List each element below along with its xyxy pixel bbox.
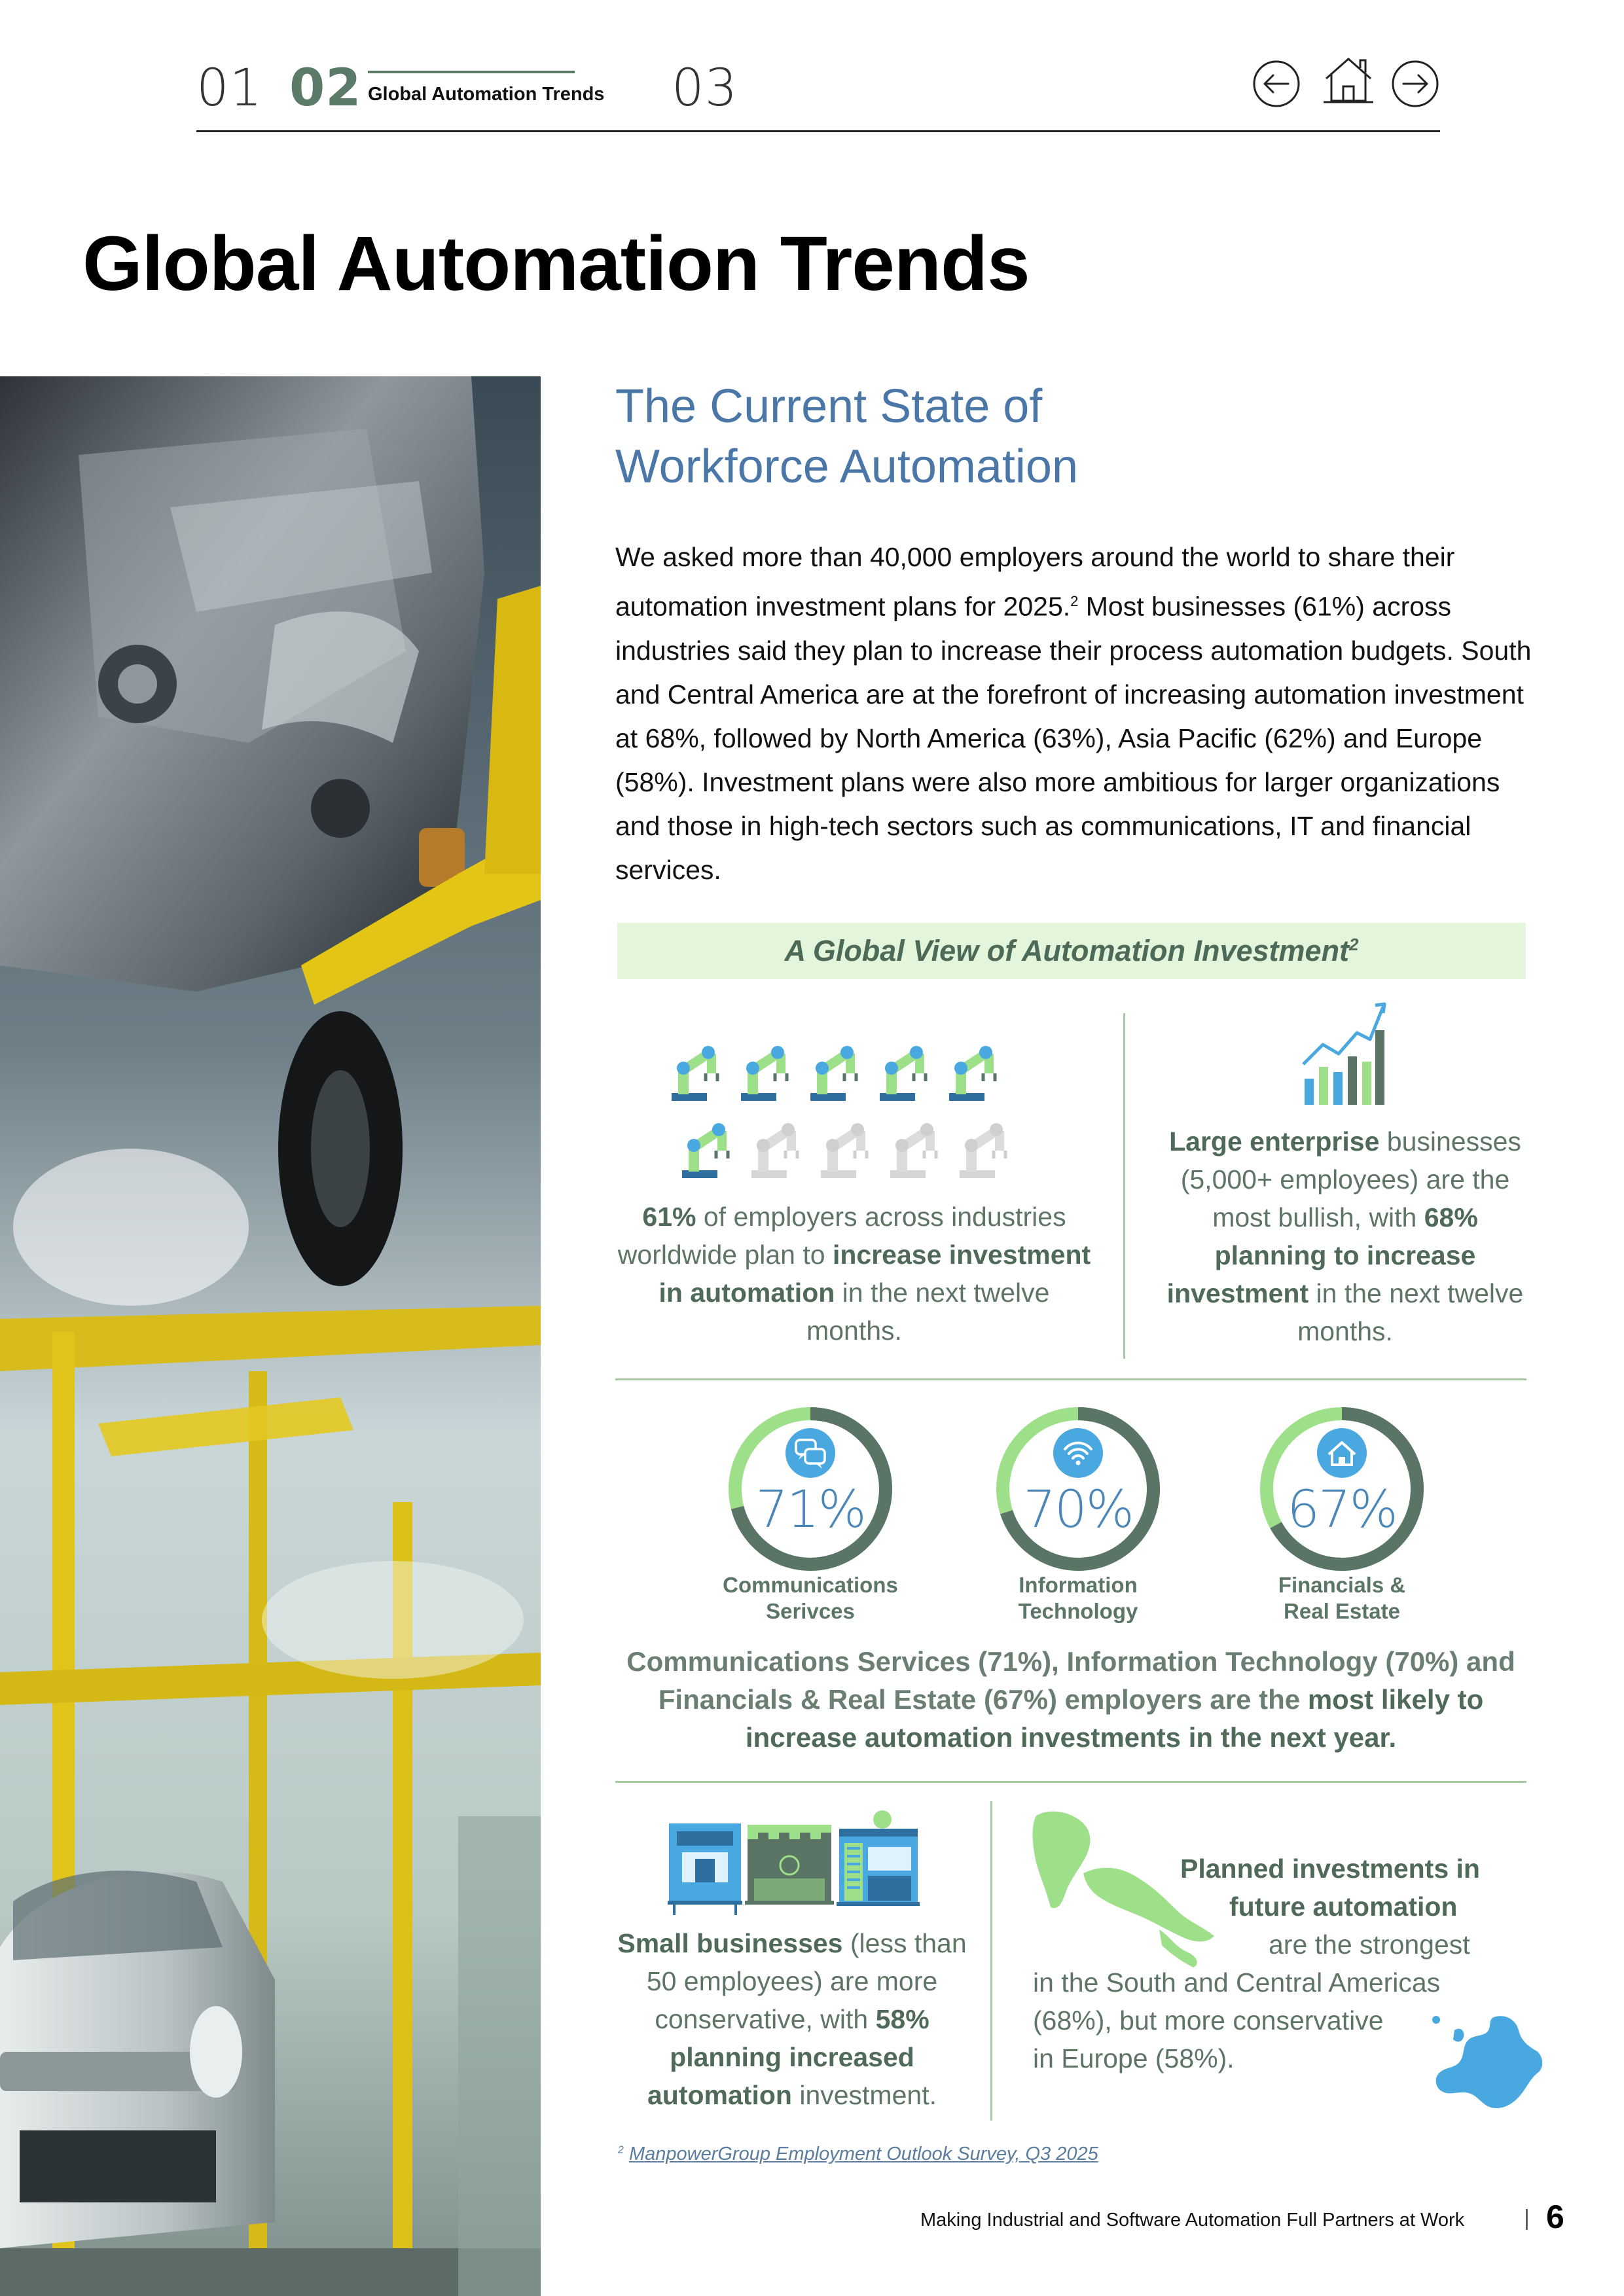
stat-61-bold-2: increase investment in automation [659,1240,1091,1308]
donut-percent-communications: 71% [755,1480,865,1539]
robot-arm-icon-filled [741,1046,787,1101]
car-assembly-line-photo [0,376,541,2296]
donut-label-line: Real Estate [1284,1599,1400,1623]
page-title: Global Automation Trends [82,221,1030,307]
donut-percent-financials-real-estate: 67% [1287,1480,1397,1539]
footnote-source-link[interactable]: ManpowerGroup Employment Outlook Survey, Q3 2025 [628,2144,1098,2164]
divider-horizontal [615,1781,1526,1783]
footer-separator: | [1524,2206,1530,2231]
planned-line-3: are the strongest [1269,1929,1470,1960]
section-heading-line-1: The Current State of [615,380,1043,433]
donut-label-line: Financials & [1278,1573,1406,1597]
home-icon[interactable] [1321,52,1376,107]
robot-arm-icon-filled [682,1123,728,1178]
donut-label-line: Serivces [766,1599,855,1623]
stat-58-text [615,1924,969,2114]
growth-chart-icon [1299,1001,1388,1109]
donut-label-communications [699,1572,922,1624]
robot-arm-icon-empty [960,1123,1005,1178]
arrow-right-circle-icon[interactable] [1390,59,1440,109]
house-icon [1317,1428,1367,1478]
robot-arms-icon-grid [668,1033,1041,1190]
intro-text-part-2: Most businesses (61%) across industries said they plan to increase their process automation budgets. South and Central America are at the forefront of increasing automation investment at 68%, followed by North America (63%), Asia Pacific (62%) and Europe (58%). Investment plans were also more ambitious for larger organizations and those in high-tech sectors such as communications, IT and financial services. [615,591,1532,885]
stat-61-text [609,1198,1100,1350]
sector-summary-text [615,1643,1526,1757]
robot-arm-icon-empty [751,1123,797,1178]
stat-68-text [1159,1122,1532,1350]
planned-line-4: in the South and Central Americas [1033,1967,1441,1998]
donut-label-financials-real-estate [1231,1572,1453,1624]
banner-title: A Global View of Automation Investment [784,934,1350,967]
divider-horizontal [615,1378,1526,1380]
stat-61-text-1: of employers across industries worldwide plan to [617,1202,1066,1270]
divider-vertical [990,1801,992,2121]
section-heading-line-2: Workforce Automation [615,440,1078,493]
stat-68-bold-1: Large enterprise [1169,1126,1380,1157]
stat-58-text-1: (less than 50 employees) are more conservative, with [646,1928,967,2034]
stat-68-text-2: in the next twelve months. [1297,1278,1524,1346]
stat-68-text-1: businesses (5,000+ employees) are the most bullish, with [1180,1126,1521,1232]
planned-bold-line-2: future automation [1229,1892,1458,1922]
infographic-banner [617,923,1526,979]
robot-arm-icon-filled [810,1046,856,1101]
donut-label-line: Information [1019,1573,1138,1597]
banner-footnote-ref[interactable]: 2 [1349,935,1359,954]
robot-arm-icon-filled [949,1046,995,1101]
nav-section-02[interactable]: 02 [289,59,362,118]
footer-document-title: Making Industrial and Software Automation Full Partners at Work [920,2210,1465,2231]
divider-vertical [1123,1013,1125,1359]
donut-label-line: Communications [723,1573,898,1597]
planned-bold-line-1: Planned investments in [1180,1854,1480,1884]
planned-line-6: in Europe (58%). [1033,2043,1235,2073]
robot-arm-icon-filled [880,1046,926,1101]
intro-footnote-ref[interactable]: 2 [1070,593,1079,609]
summary-text: Communications Services (71%), Information Technology (70%) and Financials & Real Estate (67%) employers are the [626,1646,1515,1715]
page-number: 6 [1546,2198,1564,2235]
stat-61-bold-1: 61% [642,1202,696,1232]
section-heading [615,376,1270,497]
robot-arm-icon-empty [890,1123,936,1178]
europe-map-icon [1428,2011,1546,2115]
intro-paragraph [615,535,1532,892]
planned-line-5: (68%), but more conservative [1033,2005,1384,2036]
stat-58-bold-1: Small businesses [617,1928,843,1958]
donut-percent-information-technology: 70% [1023,1480,1133,1539]
arrow-left-circle-icon[interactable] [1252,59,1301,109]
nav-current-section-label: Global Automation Trends [368,71,575,105]
nav-section-01[interactable]: 01 [196,59,263,118]
chat-bubbles-icon [785,1428,835,1478]
small-business-storefronts-icon [668,1805,920,1918]
donut-label-information-technology [967,1572,1189,1624]
footnote-number: 2 [618,2144,624,2156]
stat-58-text-2: investment. [791,2080,937,2110]
top-navigation [196,52,1440,132]
stat-68-bold-2: 68% planning to increase investment [1166,1202,1478,1308]
donut-label-line: Technology [1018,1599,1138,1623]
intro-text-part-1: We asked more than 40,000 employers around the world to share their automation investment plans for 2025. [615,542,1455,622]
nav-section-03[interactable]: 03 [672,59,738,118]
wifi-icon [1053,1428,1103,1478]
robot-arm-icon-filled [672,1046,717,1101]
footnote [618,2144,1098,2165]
summary-bold: most likely to increase automation investments in the next year. [745,1684,1484,1753]
robot-arm-icon-empty [821,1123,867,1178]
stat-58-bold-2: 58% planning increased automation [647,2004,929,2110]
stat-61-text-2: in the next twelve months. [806,1278,1050,1346]
